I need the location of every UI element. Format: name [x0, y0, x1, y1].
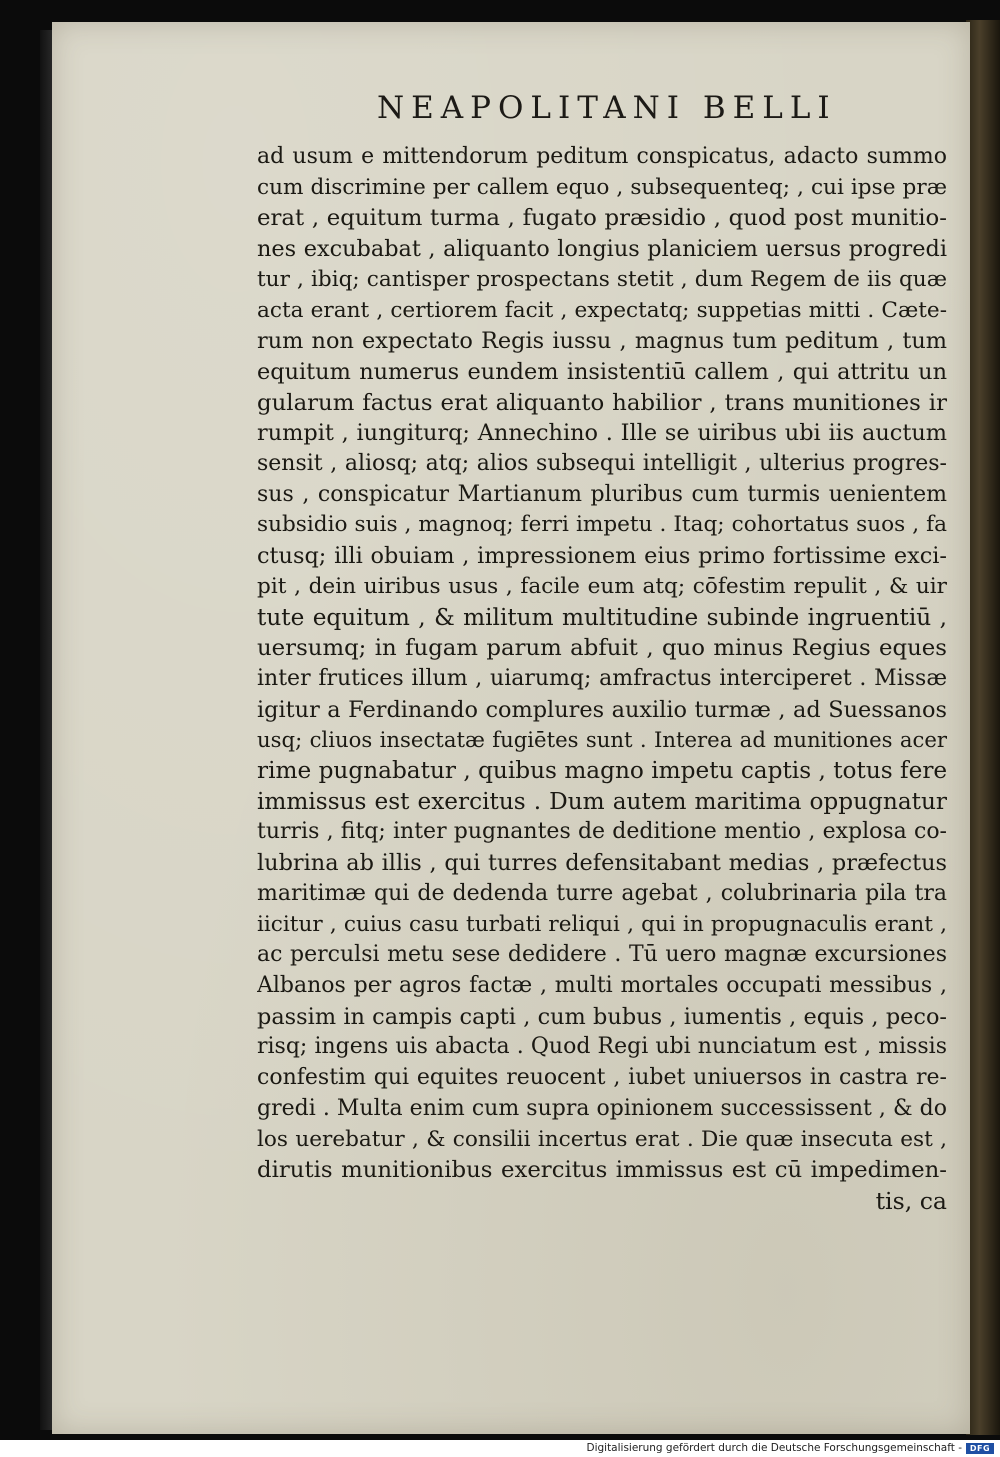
- footer-credit: Digitalisierung gefördert durch die Deutsche Forschungsgemeinschaft -: [586, 1442, 962, 1454]
- text-line: rime pugnabatur , quibus magno impetu captis , totus fere: [257, 757, 947, 785]
- catchword: tis, ca: [875, 1186, 947, 1215]
- text-line: passim in campis capti , cum bubus , iumentis , equis , peco-: [257, 1003, 947, 1030]
- text-line: nes excubabat , aliquanto longius planiciem uersus progredi: [257, 236, 947, 263]
- text-line: pit , dein uiribus usus , facile eum atq; cōfestim repulit , & uir: [257, 573, 947, 599]
- text-line: immissus est exercitus . Dum autem maritima oppugnatur: [257, 787, 947, 815]
- book-page: [52, 22, 970, 1434]
- text-line: uersumq; in fugam parum abfuit , quo minus Regius eques: [257, 635, 947, 662]
- text-line: los uerebatur , & consilii incertus erat . Die quæ insecuta est ,: [257, 1126, 947, 1152]
- text-line: igitur a Ferdinando complures auxilio turmæ , ad Suessanos: [257, 696, 947, 723]
- text-line: lubrina ab illis , qui turres defensitabant medias , præfectus: [257, 850, 947, 877]
- text-line: confestim qui equites reuocent , iubet uniuersos in castra re-: [257, 1065, 947, 1091]
- footer-bar: [0, 1440, 1000, 1457]
- dfg-logo: DFG: [966, 1443, 994, 1454]
- text-line: rumpit , iungiturq; Annechino . Ille se uiribus ubi iis auctum: [257, 420, 947, 447]
- text-line: tur , ibiq; cantisper prospectans stetit , dum Regem de iis quæ: [257, 266, 947, 292]
- text-line: gredi . Multa enim cum supra opinionem successissent , & do: [257, 1095, 947, 1121]
- text-line: risq; ingens uis abacta . Quod Regi ubi nunciatum est , missis: [257, 1034, 947, 1060]
- text-line: iicitur , cuius casu turbati reliqui , qui in propugnaculis erant ,: [257, 911, 947, 937]
- text-line: ad usum e mittendorum peditum conspicatus, adacto summo: [257, 144, 947, 169]
- text-line: maritimæ qui de dedenda turre agebat , colubrinaria pila tra: [257, 880, 947, 906]
- text-line: turris , fitq; inter pugnantes de deditione mentio , explosa co-: [257, 819, 947, 845]
- text-line: usq; cliuos insectatæ fugiētes sunt . Interea ad munitiones acer: [257, 727, 947, 753]
- text-line: erat , equitum turma , fugato præsidio , quod post munitio-: [257, 205, 947, 232]
- text-line: subsidio suis , magnoq; ferri impetu . Itaq; cohortatus suos , fa: [257, 512, 947, 538]
- text-line: ctusq; illi obuiam , impressionem eius primo fortissime exci-: [257, 543, 947, 570]
- text-line: inter frutices illum , uiarumq; amfractus interciperet . Missæ: [257, 665, 947, 691]
- text-line: cum discrimine per callem equo , subsequenteq; , cui ipse præ: [257, 174, 947, 200]
- text-line: acta erant , certiorem facit , expectatq; suppetias mitti . Cæte-: [257, 297, 947, 323]
- text-line: gularum factus erat aliquanto habilior , trans munitiones ir: [257, 389, 947, 416]
- text-line: ac perculsi metu sese dedidere . Tū uero magnæ excursiones: [257, 942, 947, 968]
- text-line: Albanos per agros factæ , multi mortales occupati messibus ,: [257, 972, 947, 998]
- text-line: rum non expectato Regis iussu , magnus tum peditum , tum: [257, 328, 947, 355]
- text-line: equitum numerus eundem insistentiū callem , qui attritu un: [257, 358, 947, 385]
- text-line: tute equitum , & militum multitudine subinde ingruentiū ,: [257, 603, 947, 631]
- book-page-edge: [966, 20, 1000, 1435]
- body-text: [257, 142, 947, 1217]
- text-line: sus , conspicatur Martianum pluribus cum turmis uenientem: [257, 481, 947, 507]
- text-line: dirutis munitionibus exercitus immissus est cū impedimen-: [257, 1157, 947, 1184]
- text-line: sensit , aliosq; atq; alios subsequi intelligit , ulterius progres-: [257, 451, 947, 477]
- running-head: NEAPOLITANI BELLI: [377, 90, 837, 126]
